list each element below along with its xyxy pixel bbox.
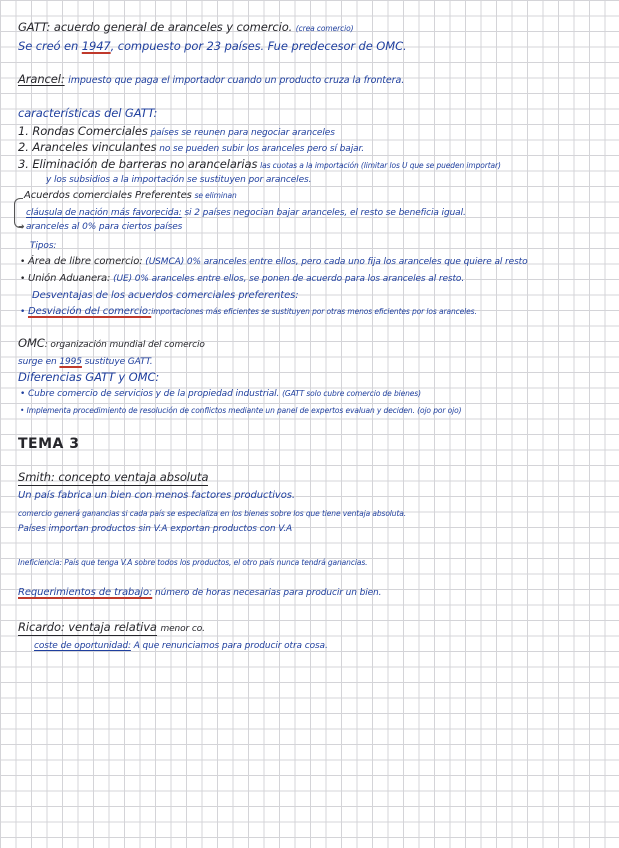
- omc-surge-prefix: surge en: [18, 357, 57, 367]
- omc-surge-line: [18, 356, 153, 368]
- clausula-line: [26, 207, 466, 219]
- bullet-icon: •: [20, 257, 26, 267]
- smith-line-1: Un país fabrica un bien con menos factores productivos.: [18, 490, 295, 501]
- tipo2-text: (UE) 0% aranceles entre ellos, se ponen de acuerdo para los aranceles al resto.: [113, 274, 465, 284]
- item1-text: países se reunen para negociar aranceles: [150, 128, 335, 138]
- acuerdos-line: [24, 190, 237, 202]
- tipo-2: [20, 273, 464, 285]
- gatt-created-line: [18, 39, 407, 53]
- tipo-1: [20, 256, 528, 268]
- item3-text: las cuotas a la importación (limitar los U que se pueden importar): [260, 161, 501, 170]
- omc-title-line: [18, 336, 205, 352]
- desviacion-label: Desviación del comercio:: [27, 306, 152, 317]
- smith-line-3: Países importan productos sin V.A exportan productos con V.A: [18, 524, 293, 534]
- caracteristicas-item-2: [18, 140, 364, 155]
- bullet-icon: •: [20, 406, 25, 415]
- gatt-created-year: 1947: [81, 39, 111, 53]
- item3-continuation: y los subsidios a la importación se sustituyen por aranceles.: [46, 175, 312, 185]
- arancel-line: [18, 72, 404, 88]
- gatt-title: GATT: [18, 20, 47, 34]
- coste-label: coste de oportunidad:: [34, 641, 131, 651]
- desventajas-heading: Desventajas de los acuerdos comerciales preferentes:: [32, 290, 299, 301]
- bullet-icon: •: [20, 307, 26, 317]
- clausula-label: cláusula de nación más favorecida:: [26, 208, 182, 218]
- ineficiencia-line: Ineficiencia: País que tenga V.A sobre todos los productos, el otro país nunca tendrá ganancias.: [18, 558, 368, 567]
- caracteristicas-item-1: [18, 124, 335, 139]
- desviacion-text: importaciones más eficientes se sustituyen por otras menos eficientes por los aranceles.: [151, 307, 477, 316]
- ricardo-heading-note: menor co.: [160, 624, 205, 634]
- omc-surge-year: 1995: [59, 357, 82, 367]
- item3-label: 3. Eliminación de barreras no arancelarias: [18, 157, 258, 171]
- gatt-definition: : acuerdo general de aranceles y comercio.: [46, 20, 293, 34]
- tipo1-label: Área de libre comercio:: [27, 256, 143, 267]
- coste-line: [34, 640, 328, 652]
- tipos-heading: Tipos:: [30, 241, 57, 251]
- gatt-title-line: [18, 20, 353, 36]
- dif1-note: (GATT solo cubre comercio de bienes): [282, 389, 421, 398]
- req-text: número de horas necesarias para producir un bien.: [155, 588, 382, 598]
- bullet-icon: •: [20, 274, 26, 284]
- tema-title: TEMA 3: [18, 436, 80, 452]
- diferencias-heading: Diferencias GATT y OMC:: [18, 370, 160, 384]
- req-label: Requerimientos de trabajo:: [18, 587, 153, 598]
- ricardo-heading-text: Ricardo: ventaja relativa: [18, 620, 157, 634]
- desviacion-line: [20, 306, 477, 318]
- smith-heading: [18, 470, 208, 484]
- item2-text: no se pueden subir los aranceles pero sí bajar.: [159, 144, 365, 154]
- omc-definition: : organización mundial del comercio: [44, 340, 205, 350]
- gatt-created-prefix: Se creó en: [18, 39, 79, 53]
- smith-heading-text: Smith: concepto ventaja absoluta: [18, 470, 209, 484]
- omc-surge-suffix: sustituye GATT.: [84, 357, 153, 367]
- caracteristicas-heading: características del GATT:: [18, 106, 158, 120]
- item2-label: 2. Aranceles vinculantes: [18, 140, 157, 154]
- coste-text: A que renunciamos para producir otra cosa.: [133, 641, 328, 651]
- caracteristicas-item-3: [18, 157, 501, 172]
- requerimientos-line: [18, 587, 381, 599]
- ricardo-heading: [18, 620, 205, 636]
- clausula-continuation: aranceles al 0% para ciertos países: [26, 222, 183, 232]
- clausula-text: si 2 países negocian bajar aranceles, el resto se beneficia igual.: [184, 208, 466, 218]
- diferencia-1: [20, 388, 421, 400]
- gatt-note: (crea comercio): [295, 24, 354, 33]
- smith-line-2: comercio generá ganancias si cada país se especializa en los bienes sobre los que tiene ventaja absoluta.: [18, 509, 407, 518]
- arancel-definition: impuesto que paga el importador cuando un producto cruza la frontera.: [68, 75, 405, 86]
- tipo1-text: (USMCA) 0% aranceles entre ellos, pero cada uno fija los aranceles que quiere al resto: [145, 257, 528, 267]
- diferencia-2: [20, 405, 461, 417]
- bullet-icon: •: [20, 389, 26, 399]
- arrow-icon: ➜: [18, 222, 25, 231]
- gatt-created-suffix: , compuesto por 23 países. Fue predecesor de OMC.: [110, 39, 407, 53]
- acuerdos-label: Acuerdos comerciales Preferentes: [24, 190, 192, 201]
- arancel-term: Arancel:: [18, 72, 65, 86]
- omc-title: OMC: [18, 336, 45, 350]
- tipo2-label: Unión Aduanera:: [27, 273, 111, 284]
- item1-label: 1. Rondas Comerciales: [18, 124, 148, 138]
- dif1-text: Cubre comercio de servicios y de la propiedad industrial.: [27, 389, 280, 399]
- acuerdos-note: se eliminan: [194, 191, 237, 200]
- dif2-text: Implementa procedimiento de resolución de conflictos mediante un panel de expertos evaluan y deciden. (ojo por ojo): [26, 406, 462, 415]
